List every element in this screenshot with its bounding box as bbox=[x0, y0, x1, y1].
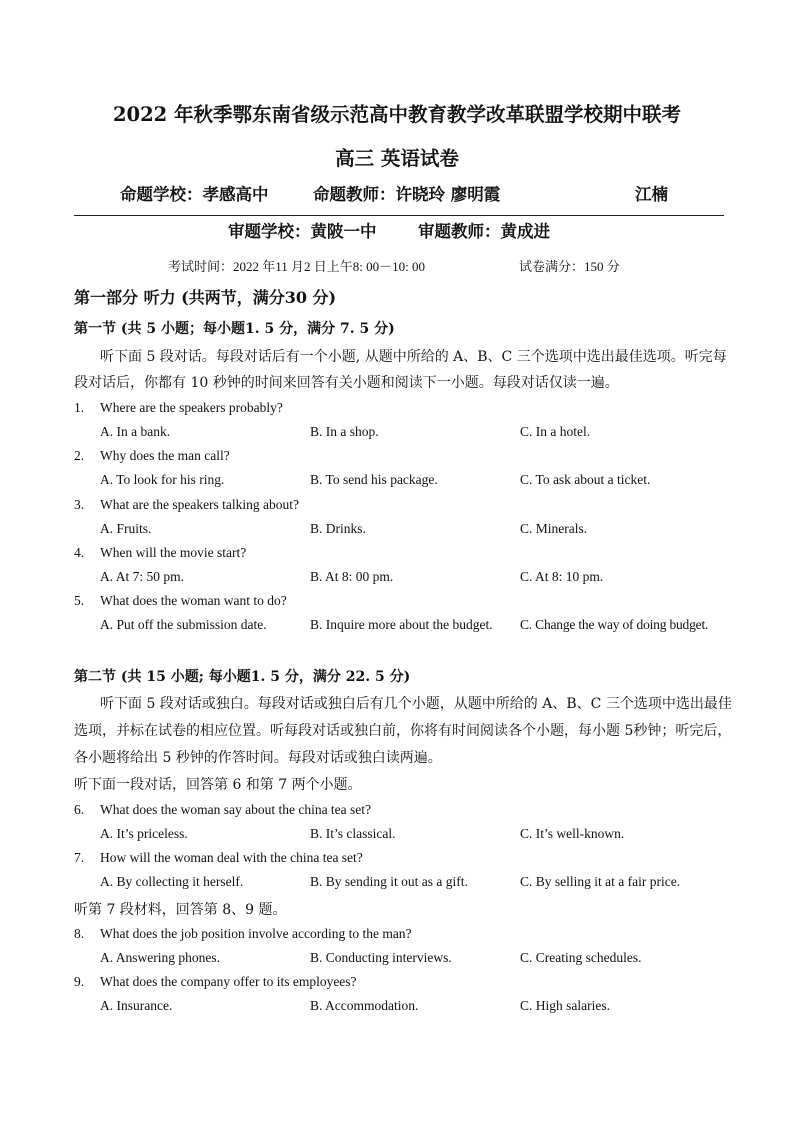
option-c: C. By selling it at a fair price. bbox=[520, 874, 681, 889]
option-a: A. Answering phones. bbox=[100, 950, 220, 965]
option-c: C. Change the way of doing budget. bbox=[520, 617, 709, 632]
question-number: 3. bbox=[74, 497, 85, 512]
part1-title: 第一部分 听力 (共两节，满分30 分) bbox=[74, 288, 337, 307]
section1-instructions-line1: 听下面 5 段对话。每段对话后有一个小题, 从题中所给的 A、B、C 三个选项中选出最佳选项。听完每 bbox=[100, 349, 727, 365]
question-number: 1. bbox=[74, 400, 85, 415]
question-text: What does the job position involve according to the man? bbox=[100, 926, 412, 941]
question-text: What does the woman say about the china tea set? bbox=[100, 802, 372, 817]
question-number: 9. bbox=[74, 974, 85, 989]
option-c: C. Creating schedules. bbox=[520, 950, 642, 965]
option-a: A. Fruits. bbox=[100, 521, 152, 536]
reviewer-teacher: 审题教师：黄成进 bbox=[418, 222, 550, 241]
option-b: B. Inquire more about the budget. bbox=[310, 617, 493, 632]
exam-time: 考试时间：2022 年11 月2 日上午8: 00－10: 00 bbox=[168, 259, 425, 274]
option-a: A. At 7: 50 pm. bbox=[100, 569, 185, 584]
option-c: C. To ask about a ticket. bbox=[520, 472, 651, 487]
option-b: B. It’s classical. bbox=[310, 826, 396, 841]
section2-title: 第二节 (共 15 小题; 每小题1. 5 分，满分 22. 5 分) bbox=[74, 669, 411, 685]
option-a: A. To look for his ring. bbox=[100, 472, 225, 487]
exam-subtitle: 高三 英语试卷 bbox=[335, 147, 459, 170]
header-divider bbox=[74, 215, 724, 216]
question-text: What are the speakers talking about? bbox=[100, 497, 300, 512]
question-text: When will the movie start? bbox=[100, 545, 247, 560]
setter-school: 命题学校：孝感高中 bbox=[120, 185, 269, 204]
option-a: A. In a bank. bbox=[100, 424, 171, 439]
question-text: How will the woman deal with the china tea set? bbox=[100, 850, 363, 865]
section1-instructions-line2: 段对话后，你都有 10 秒钟的时间来回答有关小题和阅读下一小题。每段对话仅读一遍。 bbox=[74, 375, 619, 391]
question-text: What does the woman want to do? bbox=[100, 593, 287, 608]
lead-questions-8-9: 听第 7 段材料，回答第 8、9 题。 bbox=[74, 902, 287, 918]
option-b: B. In a shop. bbox=[310, 424, 379, 439]
option-a: A. Put off the submission date. bbox=[100, 617, 267, 632]
option-c: C. At 8: 10 pm. bbox=[520, 569, 604, 584]
setter-teacher-extra: 江楠 bbox=[635, 185, 668, 204]
option-b: B. Drinks. bbox=[310, 521, 366, 536]
lead-questions-6-7: 听下面一段对话，回答第 6 和第 7 两个小题。 bbox=[74, 777, 362, 793]
question-number: 6. bbox=[74, 802, 85, 817]
exam-title: 2022 年秋季鄂东南省级示范高中教育教学改革联盟学校期中联考 bbox=[112, 103, 682, 126]
option-b: B. By sending it out as a gift. bbox=[310, 874, 468, 889]
question-number: 4. bbox=[74, 545, 85, 560]
question-text: What does the company offer to its employees? bbox=[100, 974, 357, 989]
option-c: C. High salaries. bbox=[520, 998, 610, 1013]
question-number: 8. bbox=[74, 926, 85, 941]
section1-title: 第一节 (共 5 小题；每小题1. 5 分，满分 7. 5 分) bbox=[74, 321, 395, 337]
question-number: 7. bbox=[74, 850, 85, 865]
question-text: Where are the speakers probably? bbox=[100, 400, 283, 415]
question-text: Why does the man call? bbox=[100, 448, 230, 463]
option-c: C. In a hotel. bbox=[520, 424, 591, 439]
option-c: C. Minerals. bbox=[520, 521, 588, 536]
reviewer-school: 审题学校：黄陂一中 bbox=[228, 222, 377, 241]
option-a: A. By collecting it herself. bbox=[100, 874, 244, 889]
option-b: B. To send his package. bbox=[310, 472, 438, 487]
section2-instructions-line2: 选项，并标在试卷的相应位置。听每段对话或独白前，你将有时间阅读各个小题，每小题 5秒钟；听完后， bbox=[74, 723, 732, 739]
question-number: 5. bbox=[74, 593, 85, 608]
option-b: B. Accommodation. bbox=[310, 998, 419, 1013]
section2-instructions-line1: 听下面 5 段对话或独白。每段对话或独白后有几个小题，从题中所给的 A、B、C 三个选项中选出最佳 bbox=[100, 696, 732, 712]
option-a: A. Insurance. bbox=[100, 998, 173, 1013]
option-b: B. Conducting interviews. bbox=[310, 950, 452, 965]
full-score: 试卷满分：150 分 bbox=[519, 259, 620, 274]
question-number: 2. bbox=[74, 448, 85, 463]
option-c: C. It’s well-known. bbox=[520, 826, 625, 841]
section2-instructions-line3: 各小题将给出 5 秒钟的作答时间。每段对话或独白读两遍。 bbox=[74, 750, 442, 766]
option-b: B. At 8: 00 pm. bbox=[310, 569, 394, 584]
option-a: A. It’s priceless. bbox=[100, 826, 188, 841]
setter-teachers: 命题教师：许晓玲 廖明霞 bbox=[313, 185, 501, 204]
